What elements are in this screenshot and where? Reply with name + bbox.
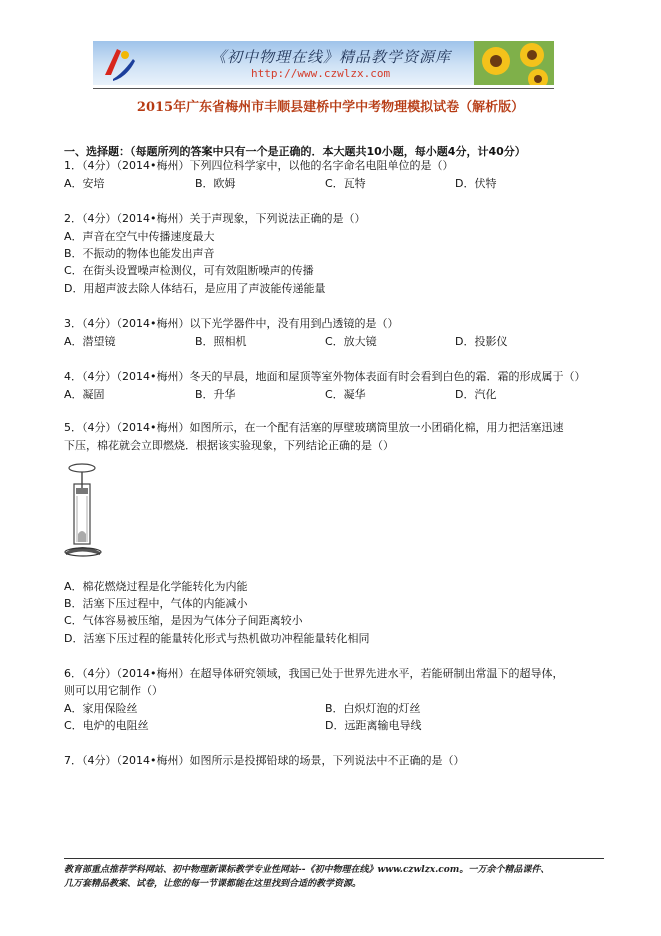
sunflower-icon	[474, 41, 554, 85]
header-divider	[93, 88, 554, 89]
question-6-stem-line-1: 6．（4分）（2014•梅州）在超导体研究领域，我国已处于世界先进水平，若能研制出常温下的超导体，	[64, 667, 564, 680]
q4-option-c: C．凝华	[325, 388, 366, 401]
question-1-stem: 1．（4分）（2014•梅州）下列四位科学家中，以他的名字命名电阻单位的是（）	[64, 159, 454, 172]
q4-option-b: B．升华	[195, 388, 236, 401]
banner-title: 《初中物理在线》精品教学资源库	[211, 48, 452, 66]
q3-option-b: B．照相机	[195, 335, 247, 348]
question-7-stem: 7．（4分）（2014•梅州）如图所示是投掷铅球的场景，下列说法中不正确的是（）	[64, 754, 465, 767]
q1-option-b: B．欧姆	[195, 177, 236, 190]
banner-url[interactable]: http://www.czwlzx.com	[251, 67, 391, 80]
question-5-stem-line-2: 下压，棉花就会立即燃烧．根据该实验现象，下列结论正确的是（）	[64, 439, 394, 452]
q6-option-a: A．家用保险丝	[64, 702, 138, 715]
question-2-stem: 2．（4分）（2014•梅州）关于声现象，下列说法正确的是（）	[64, 212, 366, 225]
question-5-stem-line-1: 5．（4分）（2014•梅州）如图所示，在一个配有活塞的厚壁玻璃筒里放一小团硝化棉，用力把活塞迅速	[64, 421, 564, 434]
q4-option-a: A．凝固	[64, 388, 105, 401]
q5-option-d: D．活塞下压过程的能量转化形式与热机做功冲程能量转化相同	[64, 632, 370, 645]
q2-option-d: D．用超声波去除人体结石，是应用了声波能传递能量	[64, 282, 326, 295]
piston-cylinder-diagram	[60, 462, 108, 558]
q4-option-d: D．汽化	[455, 388, 497, 401]
footer-divider	[64, 858, 604, 859]
footer-line-2: 几万套精品教案、试卷，让您的每一节课都能在这里找到合适的教学资源。	[64, 879, 362, 889]
q5-option-c: C．气体容易被压缩，是因为气体分子间距离较小	[64, 614, 303, 627]
q2-option-a: A．声音在空气中传播速度最大	[64, 230, 215, 243]
q6-option-c: C．电炉的电阻丝	[64, 719, 149, 732]
q6-option-b: B．白炽灯泡的灯丝	[325, 702, 421, 715]
footer-line-1: 教育部重点推荐学科网站、初中物理新课标教学专业性网站--《初中物理在线》www.czwlzx.com。一万余个精品课件、	[64, 865, 550, 875]
document-title: 2015年广东省梅州市丰顺县建桥中学中考物理模拟试卷（解析版）	[136, 100, 525, 115]
question-6-stem-line-2: 则可以用它制作（）	[64, 684, 163, 697]
q2-option-b: B．不振动的物体也能发出声音	[64, 247, 215, 260]
q6-option-d: D．远距离输电导线	[325, 719, 422, 732]
q1-option-a: A．安培	[64, 177, 105, 190]
site-logo-icon	[101, 45, 137, 83]
q3-option-c: C．放大镜	[325, 335, 377, 348]
q1-option-c: C．瓦特	[325, 177, 366, 190]
q2-option-c: C．在街头设置噪声检测仪，可有效阻断噪声的传播	[64, 264, 314, 277]
q5-option-a: A．棉花燃烧过程是化学能转化为内能	[64, 580, 248, 593]
q3-option-a: A．潜望镜	[64, 335, 116, 348]
site-banner	[93, 41, 554, 85]
q1-option-d: D．伏特	[455, 177, 497, 190]
section-heading: 一、选择题：（每题所列的答案中只有一个是正确的．本大题共10小题，每小题4分，计40分）	[64, 145, 526, 158]
q3-option-d: D．投影仪	[455, 335, 508, 348]
q5-option-b: B．活塞下压过程中，气体的内能减小	[64, 597, 248, 610]
question-3-stem: 3．（4分）（2014•梅州）以下光学器件中，没有用到凸透镜的是（）	[64, 317, 399, 330]
question-4-stem: 4．（4分）（2014•梅州）冬天的早晨，地面和屋顶等室外物体表面有时会看到白色的霜．霜的形成属于（）	[64, 370, 586, 383]
